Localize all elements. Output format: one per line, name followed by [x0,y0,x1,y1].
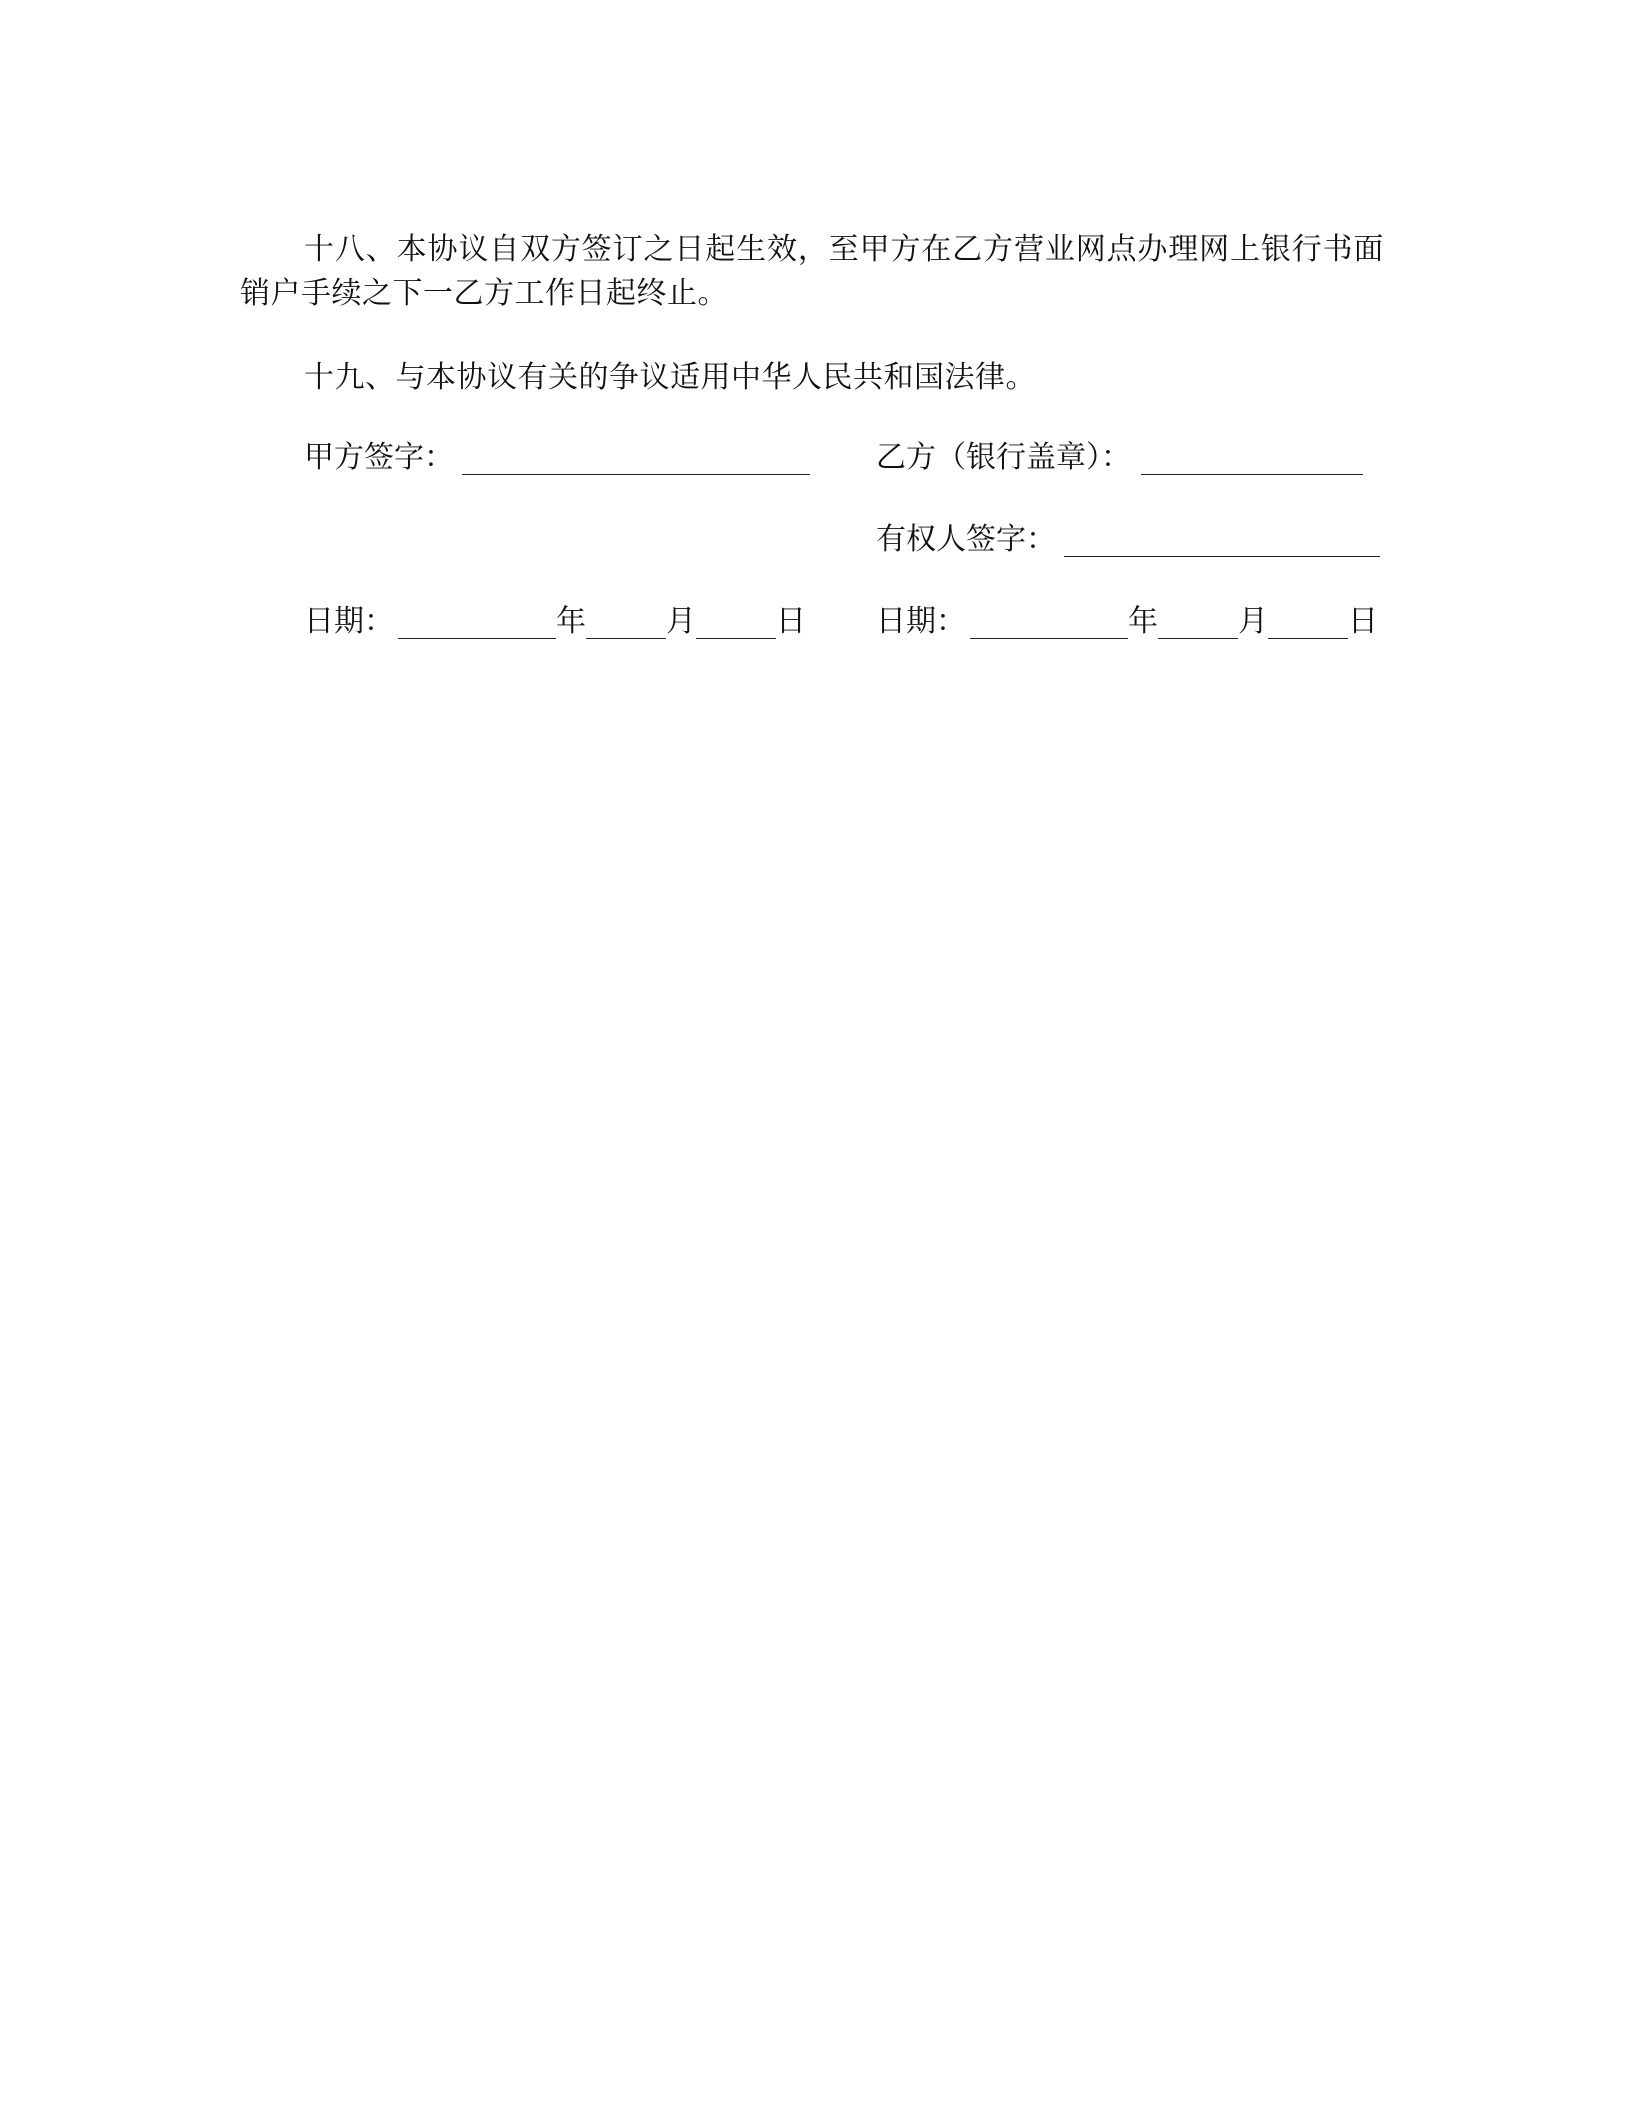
party-a-month-blank [586,606,666,639]
party-b-date-row [876,600,1378,644]
party-a-signature-row [304,436,810,480]
clause-eighteen: 十八、本协议自双方签订之日起生效，至甲方在乙方营业网点办理网上银行书面销户手续之下一乙方工作日起终止。 [240,232,1384,311]
party-b-year-blank [970,606,1128,639]
party-b-seal-row [876,436,1363,480]
party-a-date-row [304,600,806,644]
party-a-month-char: 月 [666,604,696,639]
party-b-month-char: 月 [1238,604,1268,639]
party-b-seal-label: 乙方（银行盖章）： [876,440,1131,475]
party-a-date-label: 日期： [304,604,394,639]
party-a-signature-blank [462,442,810,475]
party-b-date-label: 日期： [876,604,966,639]
authorized-signature-blank [1064,524,1380,557]
party-a-year-blank [398,606,556,639]
party-a-year-char: 年 [556,604,586,639]
party-a-day-blank [696,606,776,639]
party-b-year-char: 年 [1128,604,1158,639]
authorized-signature-row [876,518,1380,562]
authorized-signature-label: 有权人签字： [876,522,1056,557]
clause-nineteen: 十九、与本协议有关的争议适用中华人民共和国法律。 [304,360,1036,395]
party-b-day-blank [1268,606,1348,639]
party-a-day-char: 日 [776,604,806,639]
party-a-signature-label: 甲方签字： [304,440,454,475]
party-b-month-blank [1158,606,1238,639]
party-b-seal-blank [1141,442,1363,475]
party-b-day-char: 日 [1348,604,1378,639]
